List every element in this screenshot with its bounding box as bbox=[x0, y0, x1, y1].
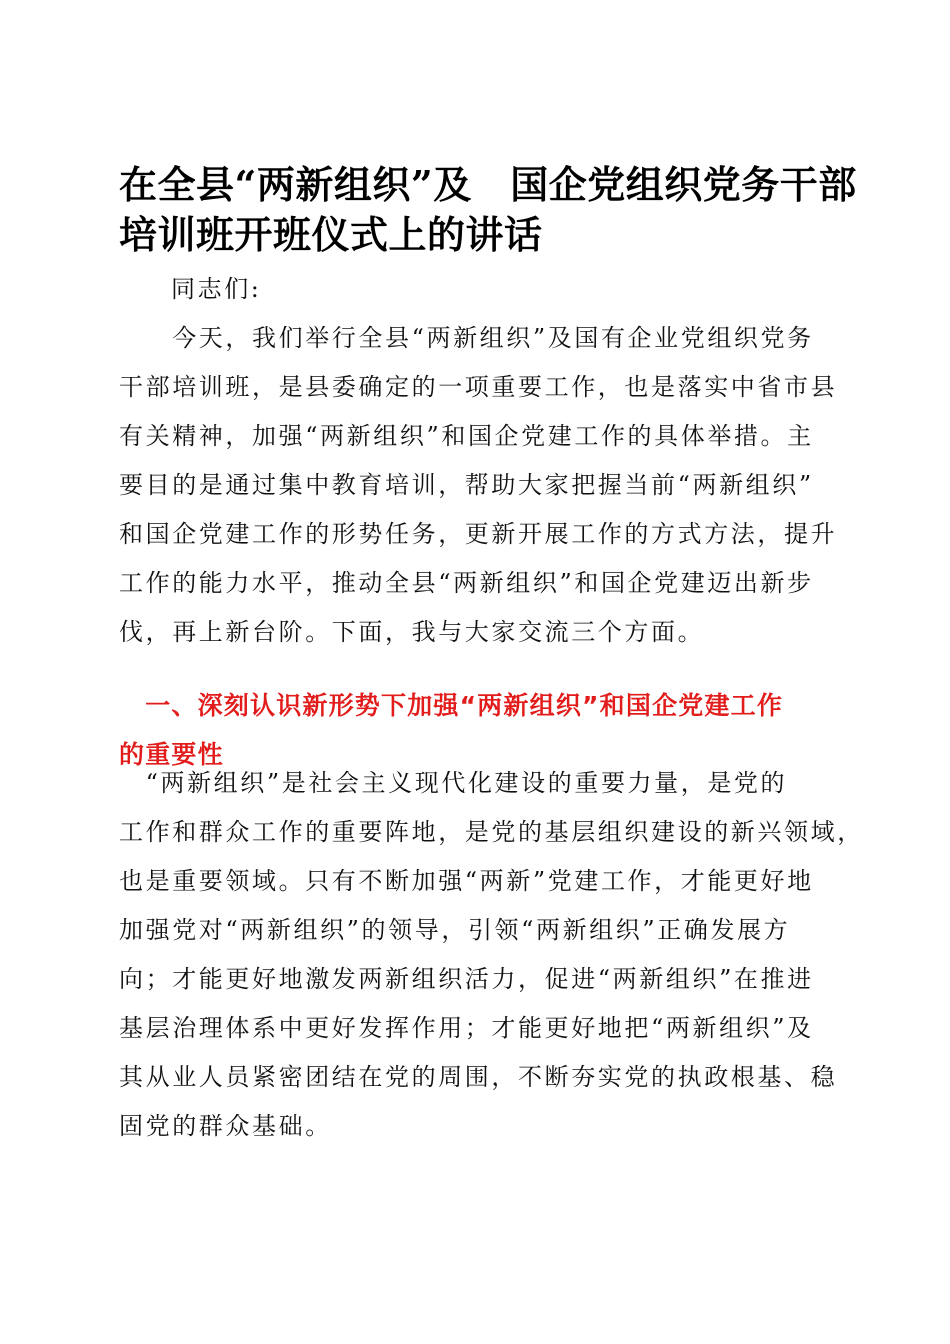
paragraph-2-line: 工作和群众工作的重要阵地，是党的基层组织建设的新兴领域， bbox=[119, 818, 864, 846]
paragraph-1-line: 有关精神，加强“两新组织”和国企党建工作的具体举措。主 bbox=[119, 422, 814, 450]
paragraph-2-line: 加强党对“两新组织”的领导，引领“两新组织”正确发展方 bbox=[119, 916, 791, 944]
document-title bbox=[119, 160, 857, 260]
paragraph-2-line: 也是重要领域。只有不断加强“两新”党建工作，才能更好地 bbox=[119, 867, 814, 895]
paragraph-2-line: 向；才能更好地激发两新组织活力，促进“两新组织”在推进 bbox=[119, 965, 814, 993]
paragraph-1-line: 干部培训班，是县委确定的一项重要工作，也是落实中省市县 bbox=[119, 373, 838, 401]
paragraph-1-line: 今天，我们举行全县“两新组织”及国有企业党组织党务 bbox=[119, 324, 814, 352]
paragraph-1-line: 伐，再上新台阶。下面，我与大家交流三个方面。 bbox=[119, 618, 705, 646]
title-line-1: 在全县“两新组织”及 国企党组织党务干部 bbox=[119, 162, 857, 207]
paragraph-2 bbox=[119, 759, 864, 1151]
paragraph-2-line: 基层治理体系中更好发挥作用；才能更好地把“两新组织”及 bbox=[119, 1014, 814, 1042]
paragraph-1-line: 工作的能力水平，推动全县“两新组织”和国企党建迈出新步 bbox=[119, 569, 814, 597]
paragraph-2-line: 其从业人员紧密团结在党的周围，不断夯实党的执政根基、稳 bbox=[119, 1063, 838, 1091]
paragraph-2-line: “两新组织”是社会主义现代化建设的重要力量，是党的 bbox=[119, 769, 788, 797]
paragraph-2-line: 固党的群众基础。 bbox=[119, 1112, 332, 1140]
section-heading-1-line: 的重要性 bbox=[119, 739, 224, 769]
section-heading-1-line: 一、深刻认识新形势下加强“两新组织”和国企党建工作 bbox=[119, 690, 784, 720]
title-line-2: 培训班开班仪式上的讲话 bbox=[119, 212, 543, 257]
paragraph-1-line: 要目的是通过集中教育培训，帮助大家把握当前“两新组织” bbox=[119, 471, 814, 499]
paragraph-1 bbox=[119, 314, 838, 657]
paragraph-1-line: 和国企党建工作的形势任务，更新开展工作的方式方法，提升 bbox=[119, 520, 838, 548]
greeting: 同志们: bbox=[171, 275, 262, 303]
